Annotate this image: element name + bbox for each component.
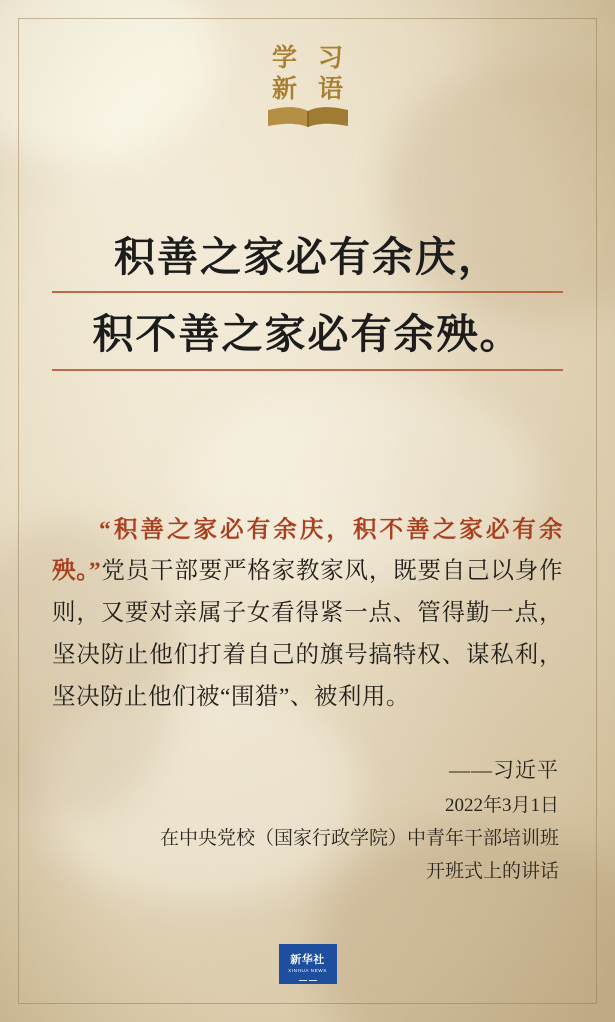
attribution-occasion-line-2: 开班式上的讲话 xyxy=(425,861,559,883)
logo-mark xyxy=(262,44,354,130)
attribution-occasion-line-1: 在中央党校（国家行政学院）中青年干部培训班 xyxy=(159,828,559,849)
headline-line-1: 积善之家必有余庆， xyxy=(46,228,569,293)
logo-char-1: 学 xyxy=(271,45,297,72)
headline xyxy=(46,228,569,371)
attribution-author: ——习近平 xyxy=(449,758,559,782)
badge-chinese-label: 新华社 xyxy=(290,953,325,966)
headline-line-2: 积不善之家必有余殃。 xyxy=(46,305,569,370)
logo-char-2: 习 xyxy=(317,45,343,72)
attribution-date: 2022年3月1日 xyxy=(444,794,559,816)
open-book-icon xyxy=(266,106,350,130)
body-paragraph xyxy=(52,510,563,719)
xinhua-logo-badge xyxy=(279,944,337,984)
badge-bars-icon xyxy=(279,980,337,982)
badge-english-label: XINHUA NEWS xyxy=(288,967,327,973)
footer xyxy=(0,944,615,984)
brand-logo xyxy=(0,44,615,130)
logo-char-4: 语 xyxy=(317,76,343,103)
attribution-block xyxy=(160,752,559,889)
body-quote-highlight: “积善之家必有余庆，积不善之家必有余殃。” xyxy=(52,516,563,585)
body-rest: 党员干部要严格家教家风，既要自己以身作则，又要对亲属子女看得紧一点、管得勤一点，坚决防止他们打着自己的旗号搞特权、谋私利，坚决防止他们被“围猎”、被利用。 xyxy=(52,558,564,710)
logo-char-3: 新 xyxy=(271,76,297,103)
logo-characters xyxy=(262,44,354,106)
